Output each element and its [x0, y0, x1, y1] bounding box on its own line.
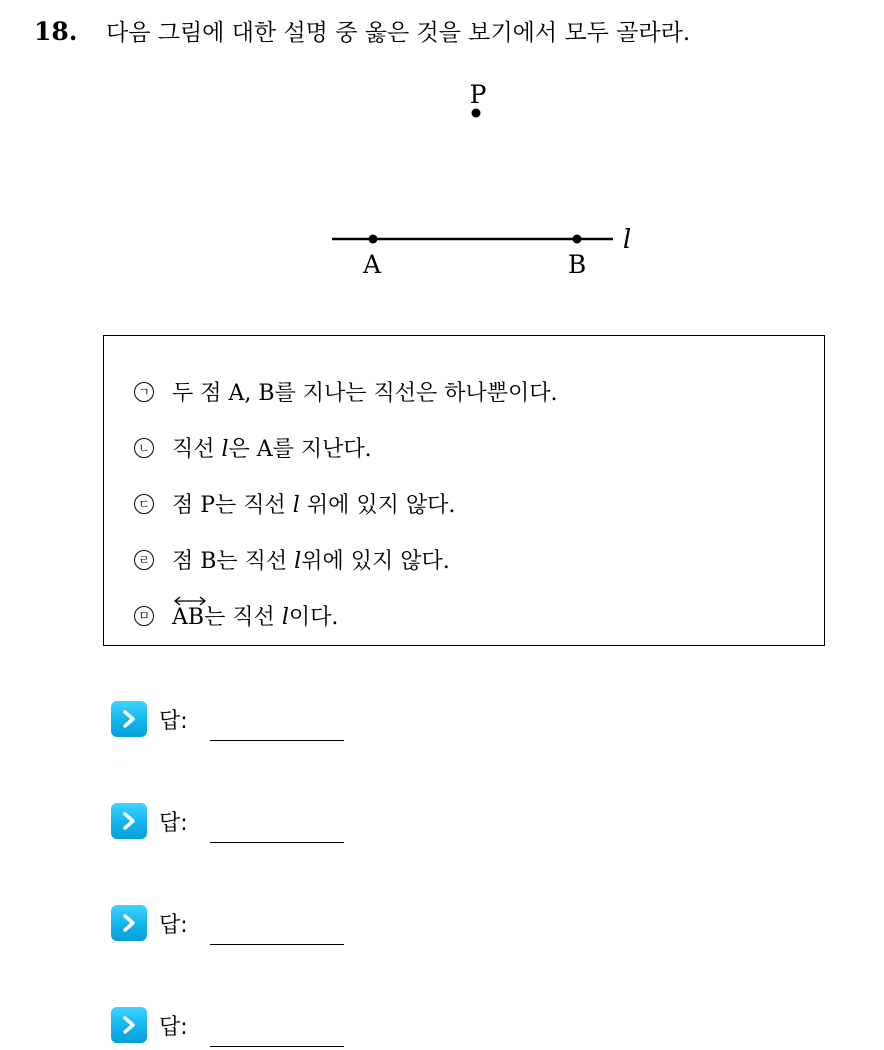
line-l-label: l: [622, 225, 632, 255]
answer-blank[interactable]: [210, 1024, 344, 1047]
answer-label: 답:: [159, 810, 188, 836]
line-ab-notation: AB: [172, 605, 204, 630]
double-arrow-icon: [172, 595, 208, 607]
bogi-item-4: [134, 544, 450, 575]
statement-text: AB는 직선 l이다.: [172, 600, 338, 631]
bogi-box: [103, 335, 825, 646]
answer-row-1: [111, 701, 344, 737]
geometry-figure: [0, 0, 884, 300]
chevron-right-icon: [111, 905, 147, 941]
answer-blank[interactable]: [210, 922, 344, 945]
point-b-label: B: [567, 250, 587, 279]
point-p-label: P: [469, 80, 487, 109]
point-p: [472, 109, 481, 118]
bogi-item-3: [134, 488, 455, 519]
answer-blank[interactable]: [210, 718, 344, 741]
answer-label: 답:: [159, 912, 188, 938]
chevron-right-icon: [111, 701, 147, 737]
bogi-item-2: [134, 432, 372, 463]
answer-row-3: [111, 905, 344, 941]
mark-mieum-icon: ㅁ: [134, 606, 154, 626]
mark-digeut-icon: ㄷ: [134, 494, 154, 514]
question-number: 18.: [34, 17, 78, 46]
answer-label: 답:: [159, 708, 188, 734]
answer-row-2: [111, 803, 344, 839]
mark-nieun-icon: ㄴ: [134, 438, 154, 458]
statement-text: 점 P는 직선 l 위에 있지 않다.: [172, 493, 456, 518]
point-a: [369, 235, 378, 244]
answer-row-4: [111, 1007, 344, 1043]
mark-giyeok-icon: ㄱ: [134, 382, 154, 402]
answer-label: 답:: [159, 1014, 188, 1040]
statement-text: 점 B는 직선 l위에 있지 않다.: [172, 549, 450, 574]
chevron-right-icon: [111, 803, 147, 839]
point-b: [573, 235, 582, 244]
bogi-item-5: [134, 600, 338, 631]
point-a-label: A: [362, 250, 382, 279]
statement-text: 두 점 A, B를 지나는 직선은 하나뿐이다.: [172, 381, 558, 406]
bogi-item-1: [134, 376, 558, 407]
mark-rieul-icon: ㄹ: [134, 550, 154, 570]
question-text: 다음 그림에 대한 설명 중 옳은 것을 보기에서 모두 골라라.: [106, 20, 691, 46]
answer-blank[interactable]: [210, 820, 344, 843]
chevron-right-icon: [111, 1007, 147, 1043]
statement-text: 직선 l은 A를 지난다.: [172, 437, 372, 462]
